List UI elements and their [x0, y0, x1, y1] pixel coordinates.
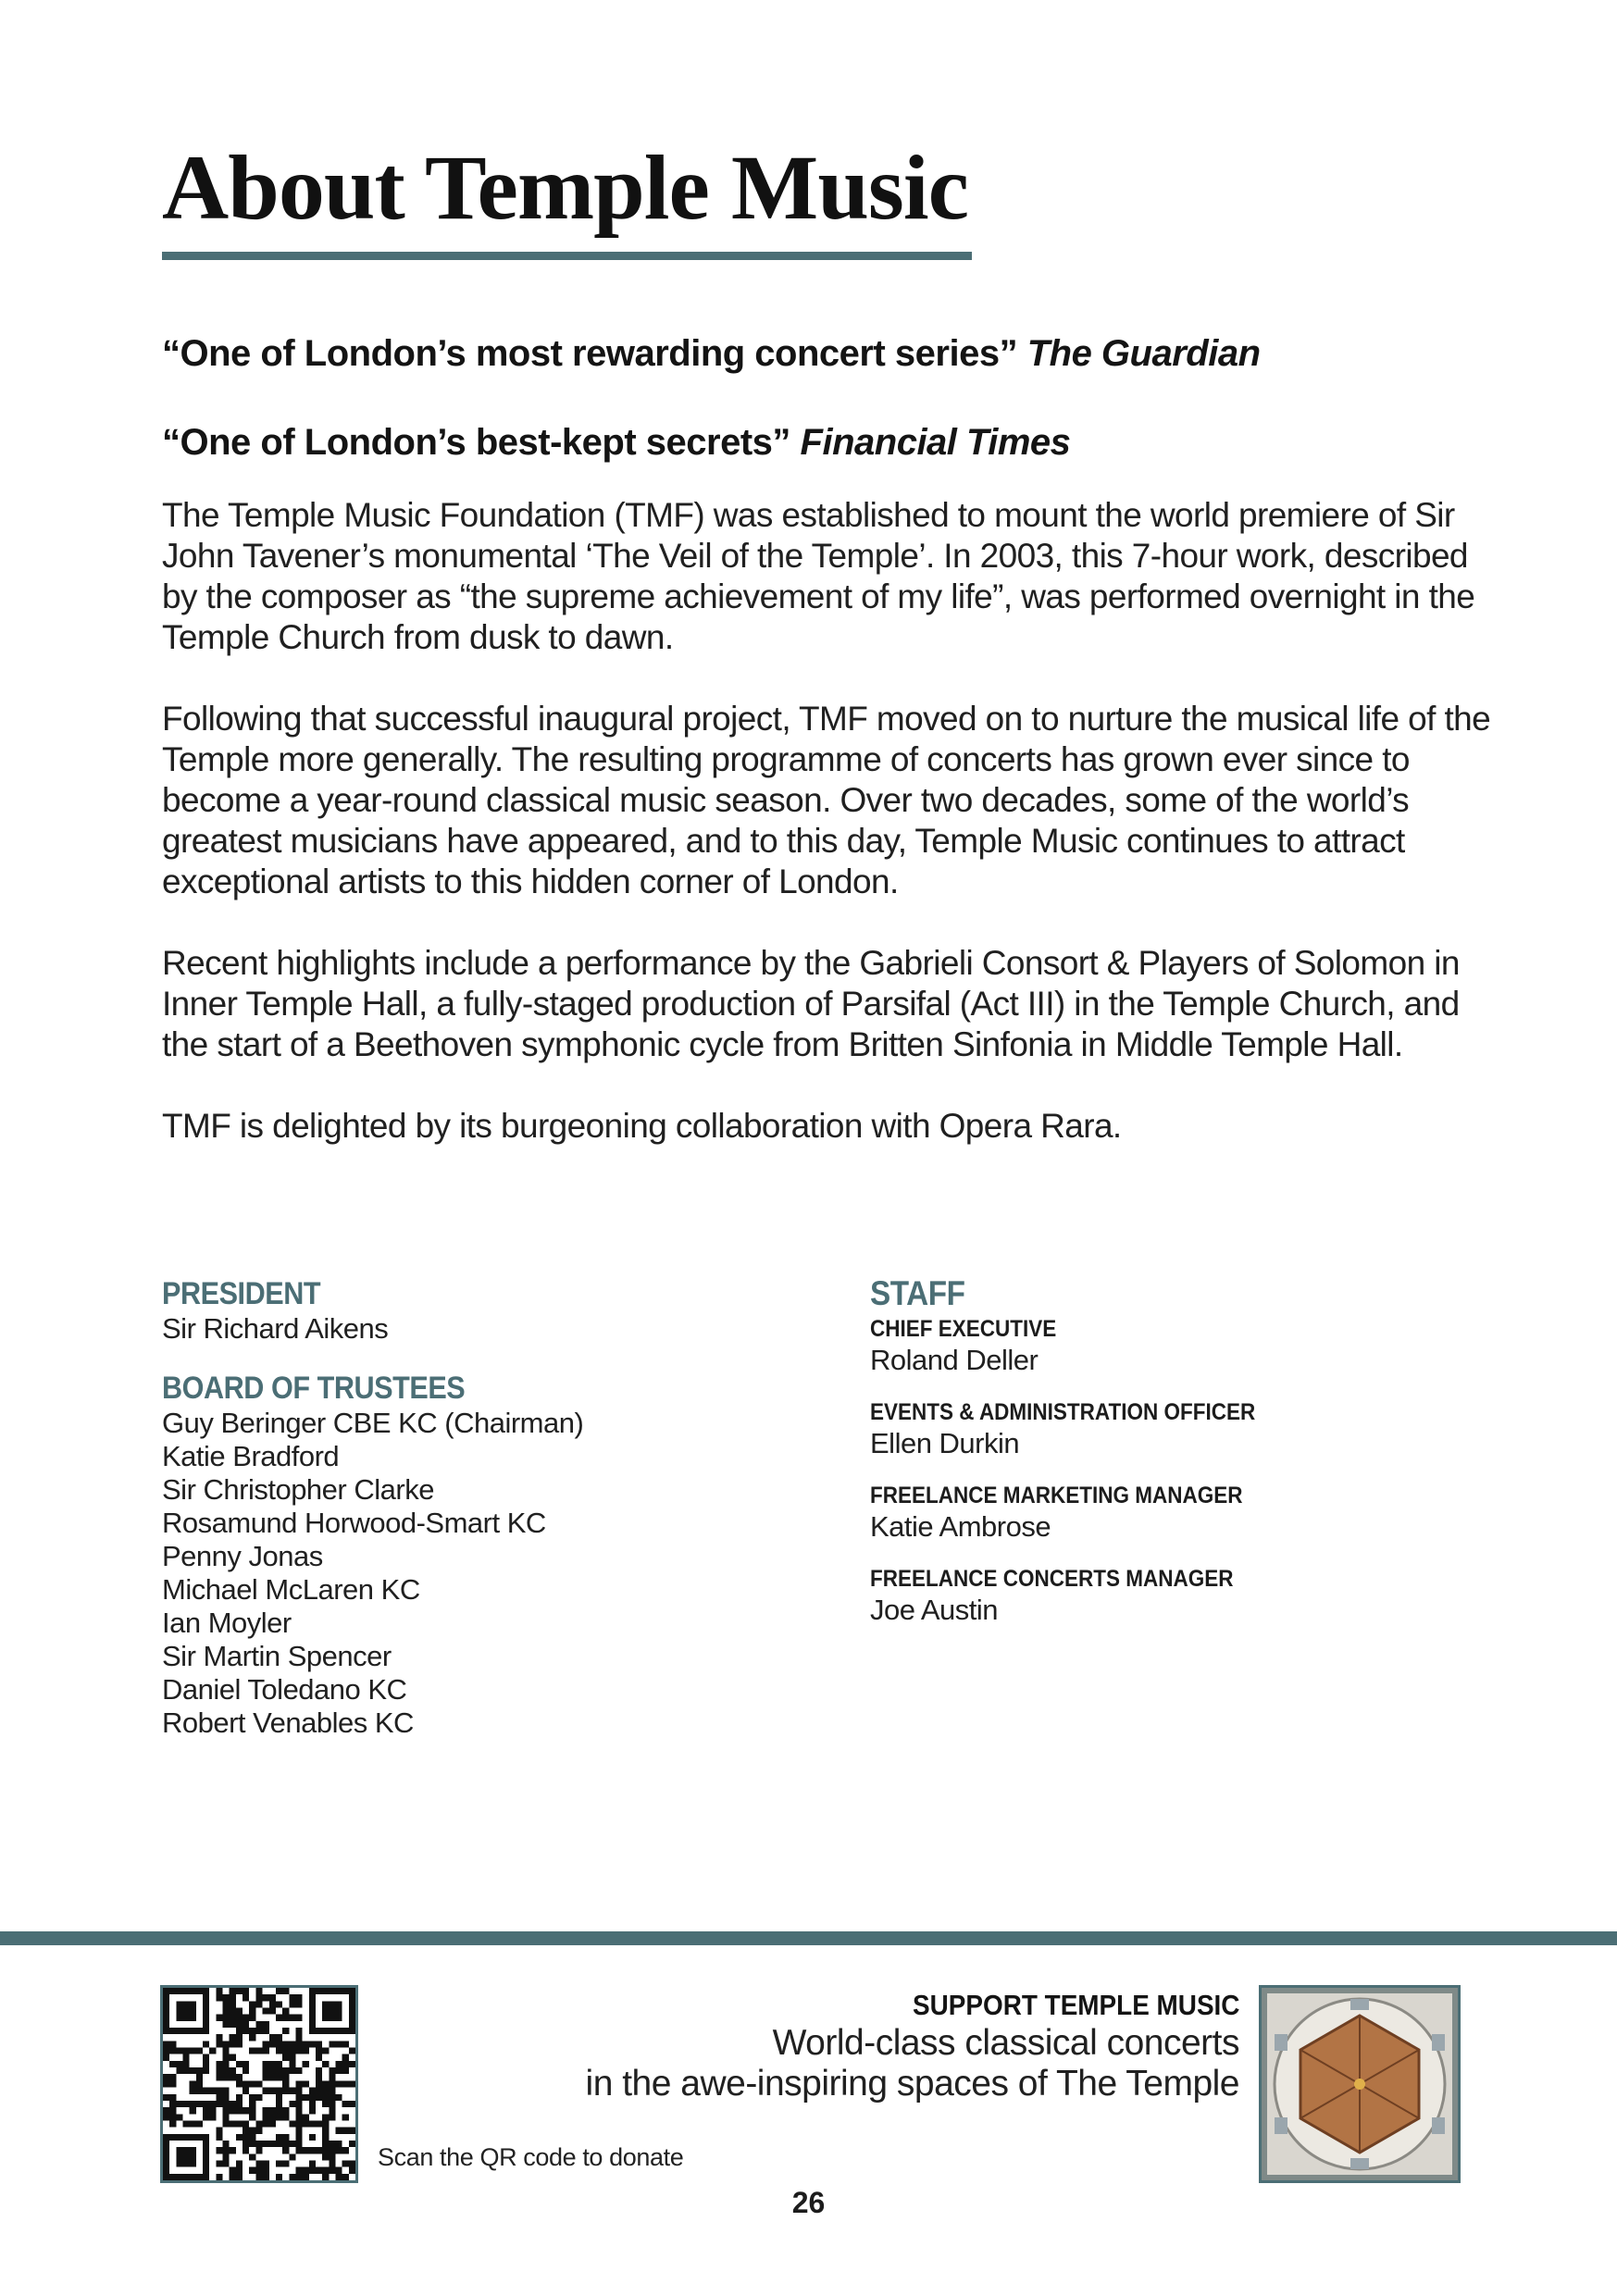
page-title: About Temple Music [162, 136, 969, 239]
staff-role: CHIEF EXECUTIVE [870, 1316, 1057, 1342]
staff-member [870, 1314, 1444, 1377]
trustee-name: Guy Beringer CBE KC (Chairman) [162, 1407, 584, 1439]
ceiling-photo-icon [1262, 1988, 1458, 2180]
president-heading: PRESIDENT [162, 1276, 321, 1311]
staff-member [870, 1481, 1444, 1544]
governance-column [162, 1275, 828, 1740]
support-heading: SUPPORT TEMPLE MUSIC [912, 1989, 1239, 2021]
quote-financial-times [162, 422, 1070, 464]
trustee-name: Michael McLaren KC [162, 1573, 420, 1606]
body-text [162, 495, 1495, 1187]
trustee-name: Robert Venables KC [162, 1706, 414, 1739]
trustees-heading: BOARD OF TRUSTEES [162, 1371, 466, 1406]
trustee-name: Rosamund Horwood-Smart KC [162, 1507, 546, 1539]
staff-name: Katie Ambrose [870, 1510, 1051, 1543]
staff-heading: STAFF [870, 1274, 965, 1312]
president-name: Sir Richard Aikens [162, 1312, 389, 1345]
trustee-name: Sir Christopher Clarke [162, 1473, 434, 1506]
trustee-name: Daniel Toledano KC [162, 1673, 407, 1706]
staff-member [870, 1397, 1444, 1460]
support-block [586, 1988, 1239, 2104]
quote-guardian [162, 333, 1261, 375]
trustees-list [162, 1407, 828, 1740]
paragraph-season: Following that successful inaugural project, TMF moved on to nurture the musical life of the Temple more generally. The resulting programme of concerts has grown ever since to become a year-round classical music season. Over two decades, some of the world’s greatest musicians have appeared, and to this day, Temple Music continues to attract exceptional artists to this hidden corner of London. [162, 700, 1491, 900]
staff-name: Roland Deller [870, 1344, 1039, 1376]
paragraph-highlights: Recent highlights include a performance by the Gabrieli Consort & Players of Solomon in Inner Temple Hall, a fully-staged production of Parsifal (Act III) in the Temple Church, and the start of a Beethoven symphonic cycle from Britten Sinfonia in Middle Temple Hall. [162, 944, 1460, 1063]
page-number: 26 [791, 2186, 826, 2219]
paragraph-history: The Temple Music Foundation (TMF) was established to mount the world premiere of Sir John Tavener’s monumental ‘The Veil of the Temple’. In 2003, this 7-hour work, described by the composer as “the supreme achievement of my life”, was performed overnight in the Temple Church from dusk to dawn. [162, 496, 1475, 656]
staff-role: FREELANCE MARKETING MANAGER [870, 1483, 1243, 1508]
temple-church-ceiling-photo [1259, 1985, 1461, 2183]
staff-name: Joe Austin [870, 1594, 999, 1626]
support-tagline-1: World-class classical concerts [772, 2023, 1239, 2063]
trustee-name: Sir Martin Spencer [162, 1640, 392, 1672]
trustee-name: Penny Jonas [162, 1540, 323, 1572]
quote-text: “One of London’s most rewarding concert series” [162, 333, 1018, 374]
staff-column [870, 1275, 1444, 1647]
title-underline [162, 252, 972, 260]
footer-divider [0, 1931, 1617, 1945]
qr-code-icon [163, 1988, 355, 2180]
qr-caption: Scan the QR code to donate [378, 2143, 684, 2171]
support-tagline-2: in the awe-inspiring spaces of The Temple [585, 2064, 1239, 2104]
trustee-name: Ian Moyler [162, 1607, 292, 1639]
paragraph-opera-rara: TMF is delighted by its burgeoning collaboration with Opera Rara. [162, 1107, 1122, 1145]
staff-member [870, 1564, 1444, 1627]
staff-name: Ellen Durkin [870, 1427, 1020, 1459]
trustee-name: Katie Bradford [162, 1440, 340, 1472]
quote-source: Financial Times [800, 422, 1071, 463]
quote-text: “One of London’s best-kept secrets” [162, 422, 790, 463]
donate-qr-code[interactable] [160, 1985, 358, 2183]
staff-role: EVENTS & ADMINISTRATION OFFICER [870, 1399, 1256, 1425]
quote-source: The Guardian [1026, 333, 1261, 374]
staff-role: FREELANCE CONCERTS MANAGER [870, 1566, 1234, 1592]
